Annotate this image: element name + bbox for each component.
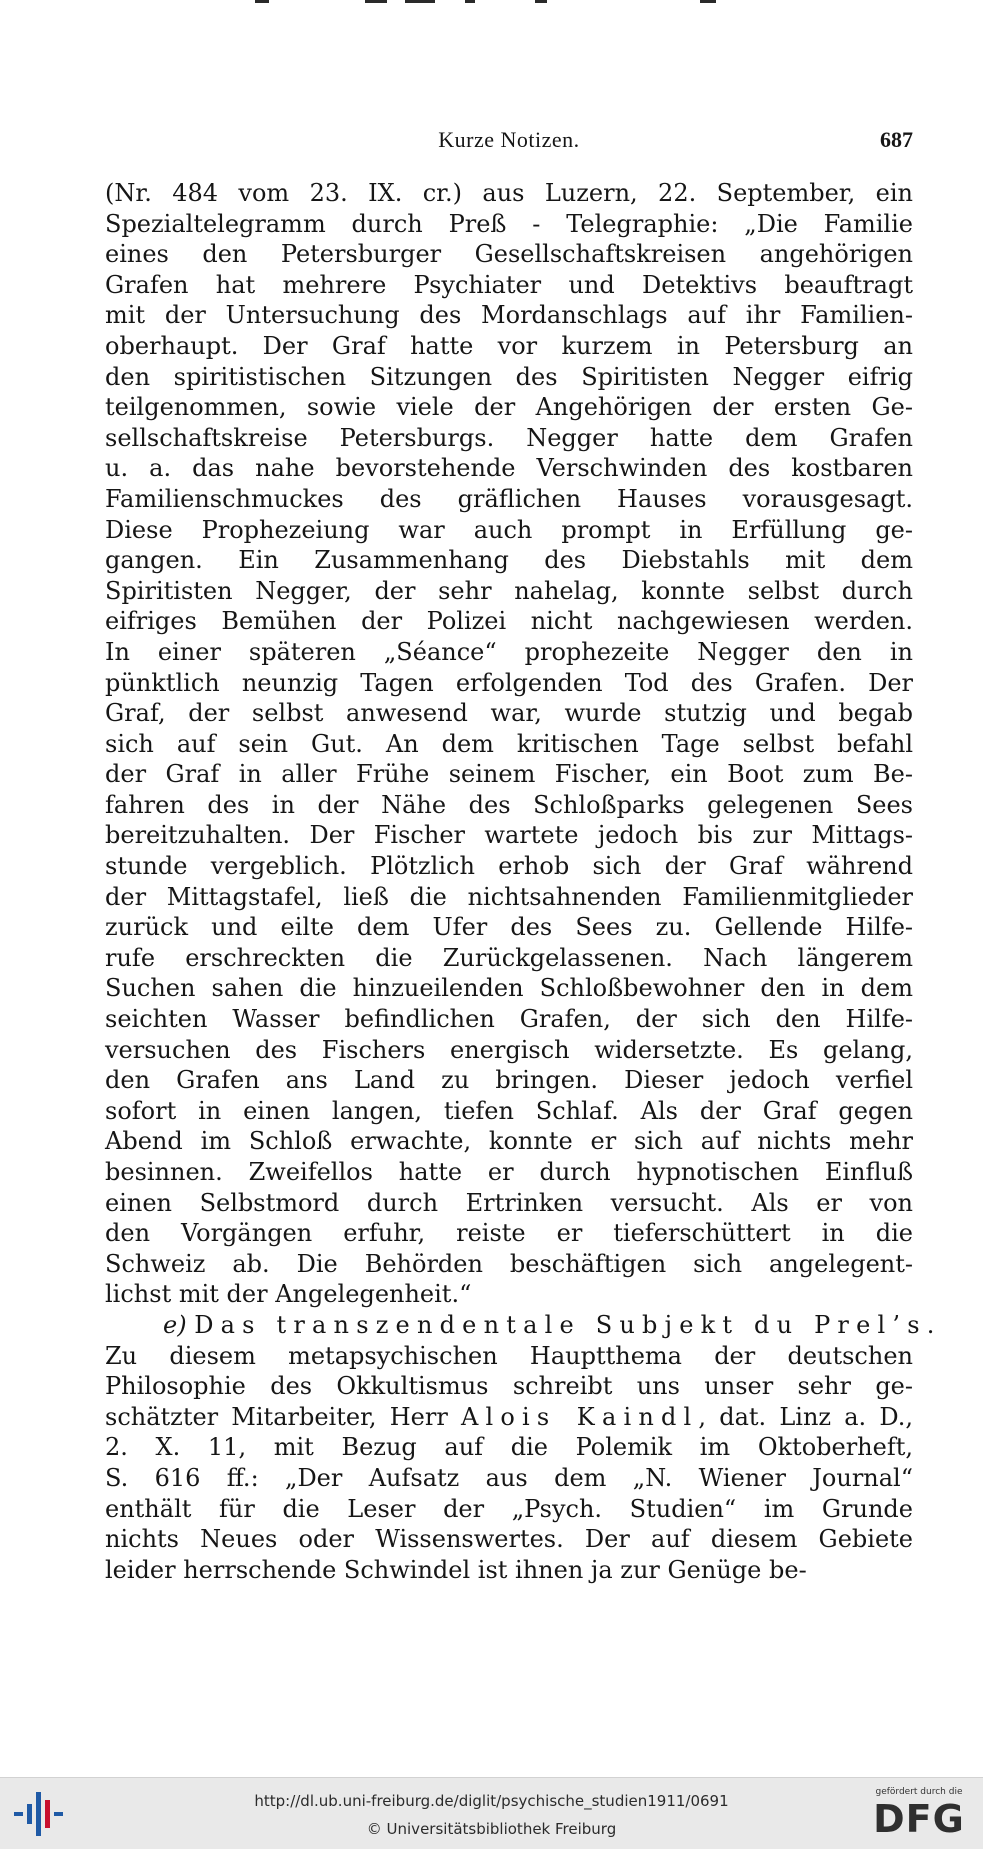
text-line: gangen. Ein Zusammenhang des Diebstahls mit dem [105,546,913,575]
text-line: teilgenommen, sowie viele der Angehörigen der ersten Ge- [105,393,913,422]
page-number: 687 [880,127,913,152]
text-line: Spezialtelegramm durch Preß - Telegraphie: „Die Familie [105,209,913,238]
funder-caption: gefördert durch die [875,1787,963,1797]
text-line: besinnen. Zweifellos hatte er durch hypnotischen Einfluß [105,1158,913,1186]
text-line: (Nr. 484 vom 23. IX. cr.) aus Luzern, 22. September, ein [105,179,913,207]
text-line: lichst mit der Angelegenheit.“ [105,1280,472,1309]
text-line: oberhaupt. Der Graf hatte vor kurzem in Petersburg an [105,331,913,360]
text-line: stunde vergeblich. Plötzlich erhob sich der Graf während [105,852,913,881]
text-line: enthält für die Leser der „Psych. Studien“ im Grunde [105,1494,913,1523]
text-line: Suchen sahen die hinzueilenden Schloßbewohner den in dem [105,974,913,1003]
section-e-heading-line [105,1310,942,1341]
text-line: versuchen des Fischers energisch widersetzte. Es gelang, [105,1035,913,1064]
text-line: den spiritistischen Sitzungen des Spiritisten Negger eifrig [105,362,913,391]
text-line: fahren des in der Nähe des Schloßparks gelegenen Sees [105,790,913,819]
text-line: eines den Petersburger Gesellschaftskreisen angehörigen [105,240,913,269]
text-line: Graf, der selbst anwesend war, wurde stutzig und begab [105,699,913,728]
text-line: rufe erschreckten die Zurückgelassenen. Nach längerem [105,943,913,972]
author-suffix: , dat. Linz a. D., [698,1402,913,1431]
text-line: bereitzuhalten. Der Fischer wartete jedoch bis zur Mittags- [105,821,913,850]
text-line: Zu diesem metapsychischen Hauptthema der deutschen [105,1341,913,1370]
scan-edge-marks [255,0,855,6]
text-line: leider herrschende Schwindel ist ihnen ja zur Genüge be- [105,1555,807,1584]
permalink-url[interactable]: http://dl.ub.uni-freiburg.de/diglit/psychische_studien1911/0691 [254,1792,729,1810]
text-line: der Mittagstafel, ließ die nichtsahnenden Familienmitglieder [105,882,913,911]
text-line: sich auf sein Gut. An dem kritischen Tage selbst befahl [105,729,913,758]
text-line: pünktlich neunzig Tagen erfolgenden Tod des Grafen. Der [105,668,913,697]
article-continuation [105,178,913,1310]
text-line: Abend im Schloß erwachte, konnte er sich auf nichts mehr [105,1127,913,1156]
text-line: u. a. das nahe bevorstehende Verschwinden des kostbaren [105,454,913,483]
dfg-logo-text: DFG [873,1797,965,1841]
text-line: zurück und eilte dem Ufer des Sees zu. Gellende Hilfe- [105,913,913,942]
text-line: Grafen hat mehrere Psychiater und Detektivs beauftragt [105,270,913,299]
body-text [105,178,942,1585]
text-line-author [105,1402,913,1433]
text-line: seichten Wasser befindlichen Grafen, der sich den Hilfe- [105,1005,913,1034]
viewer-footer [0,1777,983,1849]
author-name: Alois Kaindl [460,1402,699,1431]
copyright-notice: © Universitätsbibliothek Freiburg [366,1820,617,1838]
text-line: den Vorgängen erfuhr, reiste er tieferschüttert in die [105,1219,913,1248]
text-line: sellschaftskreise Petersburgs. Negger hatte dem Grafen [105,423,913,452]
text-line: der Graf in aller Frühe seinem Fischer, ein Boot zum Be- [105,760,913,789]
text-line: Familienschmuckes des gräflichen Hauses vorausgesagt. [105,484,913,513]
text-line: Schweiz ab. Die Behörden beschäftigen sich angelegent- [105,1249,913,1278]
text-line: 2. X. 11, mit Bezug auf die Polemik im Oktoberheft, [105,1433,913,1462]
text-line: Spiritisten Negger, der sehr nahelag, konnte selbst durch [105,576,913,605]
text-line: Philosophie des Okkultismus schreibt uns unser sehr ge- [105,1372,913,1401]
section-e-heading: Das transzendentale Subjekt du Prel’s. [194,1310,942,1339]
running-title: Kurze Notizen. [438,127,580,152]
author-prefix: schätzter Mitarbeiter, Herr [105,1402,448,1431]
text-line: Diese Prophezeiung war auch prompt in Erfüllung ge- [105,515,913,544]
section-e-label: e) [163,1310,187,1339]
text-line: sofort in einen langen, tiefen Schlaf. Als der Graf gegen [105,1096,913,1125]
text-line: mit der Untersuchung des Mordanschlags auf ihr Familien- [105,301,913,330]
dfg-funder-logo [869,1786,969,1844]
text-line: S. 616 ff.: „Der Aufsatz aus dem „N. Wiener Journal“ [105,1463,913,1492]
text-line: einen Selbstmord durch Ertrinken versucht. Als er von [105,1188,913,1217]
text-line: In einer späteren „Séance“ prophezeite Negger den in [105,637,913,666]
text-line: den Grafen ans Land zu bringen. Dieser jedoch verfiel [105,1066,913,1095]
text-line: nichts Neues oder Wissenswertes. Der auf diesem Gebiete [105,1525,913,1554]
running-head [105,127,913,161]
text-line: eifriges Bemühen der Polizei nicht nachgewiesen werden. [105,607,913,636]
